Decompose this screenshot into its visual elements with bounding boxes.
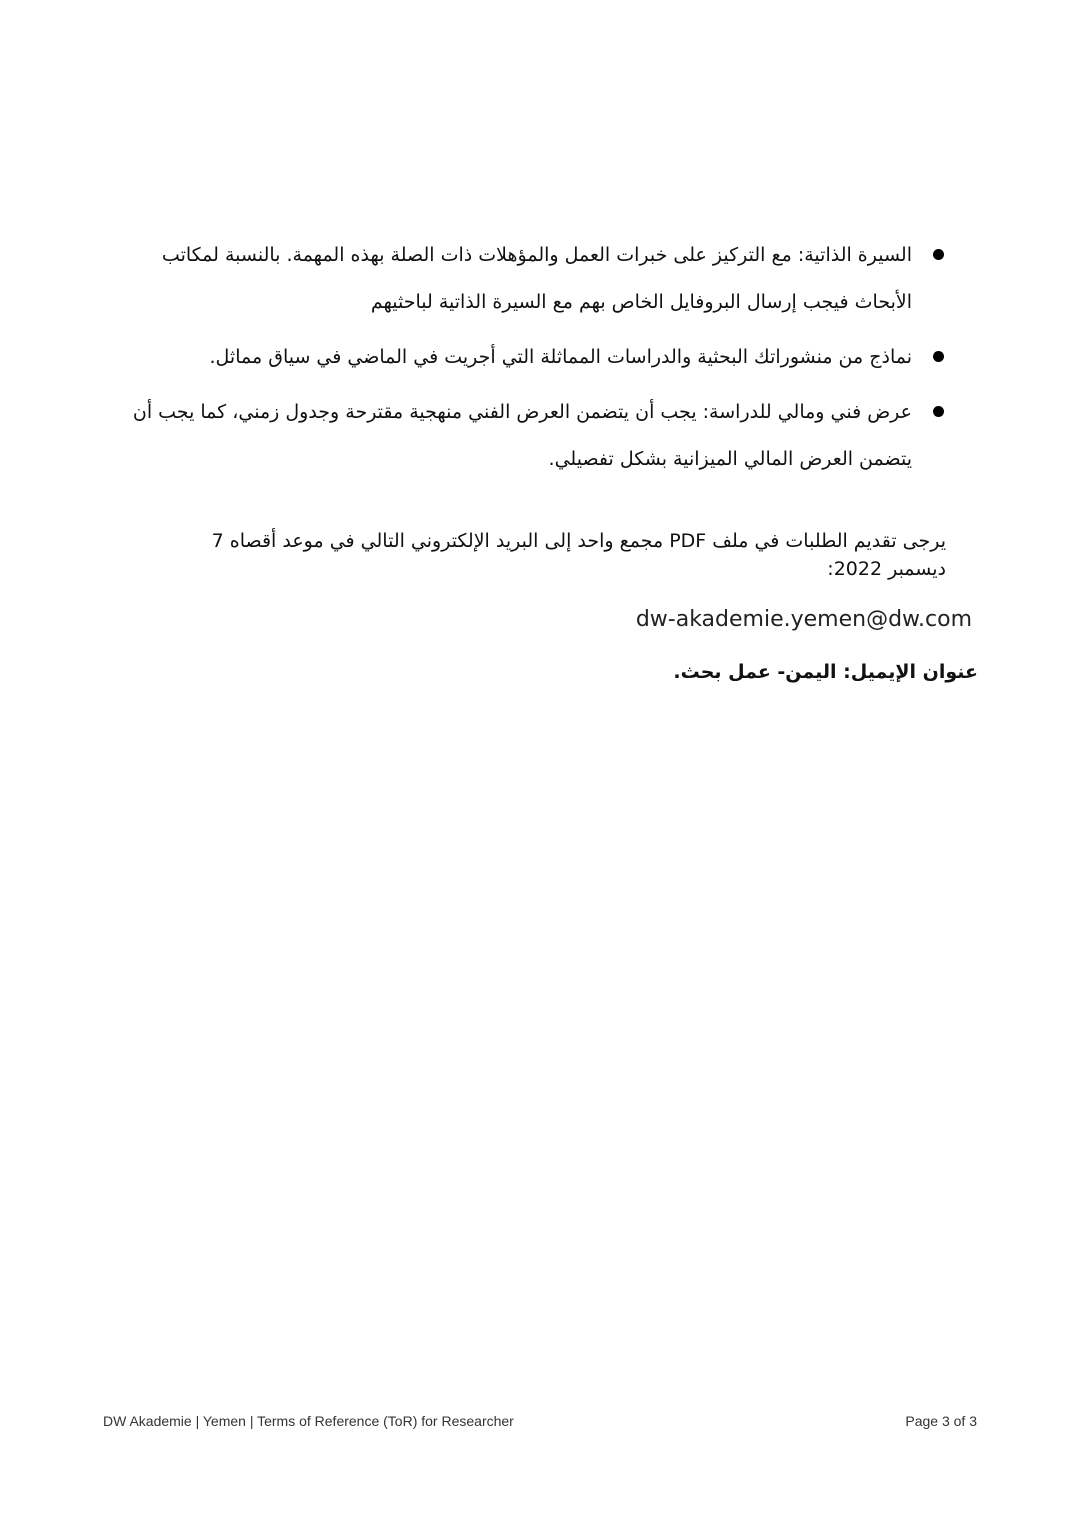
email-subject: عنوان الإيميل: اليمن- عمل بحث. <box>673 661 978 683</box>
bullet-cv-text: السيرة الذاتية: مع التركيز على خبرات العمل والمؤهلات ذات الصلة بهذه المهمة. بالنسبة لمكاتب الأبحاث فيجب إرسال البروفايل الخاص بهم مع السيرة الذاتية لباحثيهم <box>161 244 912 313</box>
footer-title: DW Akademie | Yemen | Terms of Reference (ToR) for Researcher <box>103 1413 514 1429</box>
bullet-publications-text: نماذج من منشوراتك البحثية والدراسات المماثلة التي أجريت في الماضي في سياق مماثل. <box>209 346 912 368</box>
bullet-publications <box>110 334 950 381</box>
page-number: Page 3 of 3 <box>905 1413 977 1429</box>
bullet-offer-text: عرض فني ومالي للدراسة: يجب أن يتضمن العرض الفني منهجية مقترحة وجدول زمني، كما يجب أن يتضمن العرض المالي الميزانية بشكل تفصيلي. <box>132 401 912 470</box>
bullet-cv <box>110 232 950 326</box>
submission-instruction: يرجى تقديم الطلبات في ملف PDF مجمع واحد إلى البريد الإلكتروني التالي في موعد أقصاه 7 ديسمبر 2022: <box>211 530 946 580</box>
bullet-dot-icon <box>933 351 944 362</box>
bullet-dot-icon <box>933 406 944 417</box>
bullet-offer <box>110 389 950 483</box>
contact-email: dw-akademie.yemen@dw.com <box>635 607 972 632</box>
requirements-list <box>110 232 950 491</box>
bullet-dot-icon <box>933 249 944 260</box>
